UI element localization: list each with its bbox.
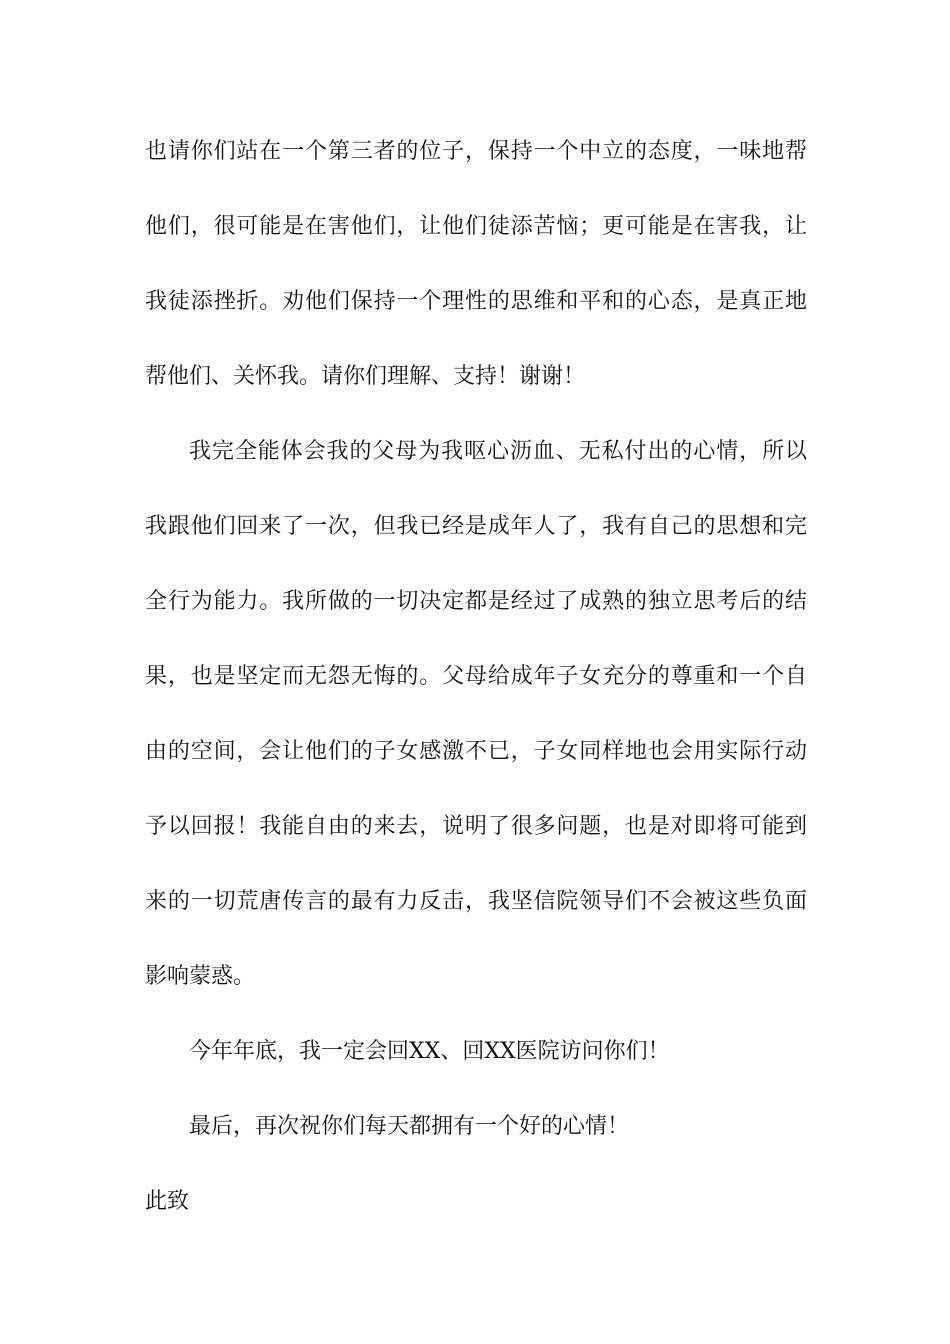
text-line: 全行为能力。我所做的一切决定都是经过了成熟的独立思考后的结 — [145, 589, 807, 614]
closing-salutation: 此致 — [145, 1189, 190, 1214]
text-line: 最后，再次祝你们每天都拥有一个好的心情！ — [189, 1114, 630, 1139]
text-line: 帮他们、关怀我。请你们理解、支持！谢谢！ — [145, 364, 586, 389]
text-line: 我跟他们回来了一次，但我已经是成年人了，我有自己的思想和完 — [145, 514, 807, 539]
text-line: 由的空间，会让他们的子女感激不已，子女同样地也会用实际行动 — [145, 739, 807, 764]
text-line: 我完全能体会我的父母为我呕心沥血、无私付出的心情，所以 — [189, 439, 807, 464]
text-line: 影响蒙惑。 — [145, 964, 256, 989]
text-line: 今年年底，我一定会回XX、回XX医院访问你们！ — [189, 1039, 670, 1064]
letter-body — [145, 114, 807, 1239]
text-line: 果，也是坚定而无怨无悔的。父母给成年子女充分的尊重和一个自 — [145, 664, 807, 689]
text-line: 他们，很可能是在害他们，让他们徒添苦恼；更可能是在害我，让 — [145, 214, 807, 239]
text-line: 也请你们站在一个第三者的位子，保持一个中立的态度，一味地帮 — [145, 139, 807, 164]
text-line: 我徒添挫折。劝他们保持一个理性的思维和平和的心态，是真正地 — [145, 289, 807, 314]
text-line: 来的一切荒唐传言的最有力反击，我坚信院领导们不会被这些负面 — [145, 889, 807, 914]
text-line: 予以回报！我能自由的来去，说明了很多问题，也是对即将可能到 — [145, 814, 807, 839]
